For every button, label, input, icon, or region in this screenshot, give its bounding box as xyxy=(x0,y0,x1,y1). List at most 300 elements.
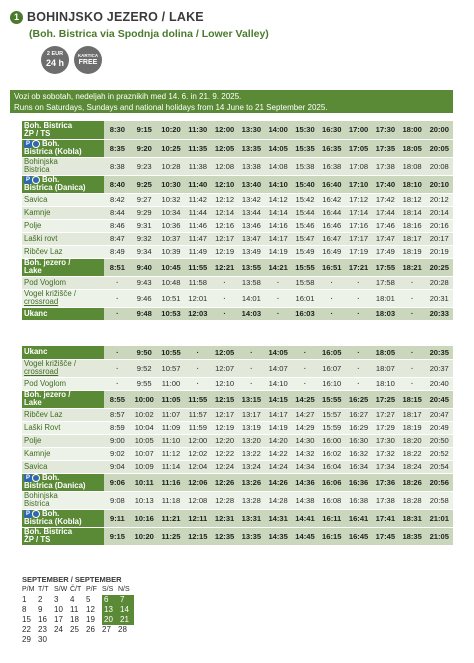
departure-time: 20:35 xyxy=(426,346,453,359)
departure-time: 14:14 xyxy=(265,206,292,219)
calendar-day: 27 xyxy=(102,625,111,634)
table-row xyxy=(22,359,453,377)
no-service-dot: · xyxy=(211,276,238,289)
no-service-dot: · xyxy=(104,359,131,377)
park-ride-icon: P xyxy=(25,140,30,147)
departure-time: 18:12 xyxy=(399,193,426,206)
departure-time: 18:17 xyxy=(399,232,426,245)
departure-time: 17:58 xyxy=(372,276,399,289)
departure-time: 11:09 xyxy=(158,421,185,434)
table-row xyxy=(22,509,453,527)
stop-name-line: Savica xyxy=(24,194,48,204)
timetable-return xyxy=(22,346,453,546)
departure-time: 9:46 xyxy=(131,289,158,307)
departure-time: 8:57 xyxy=(104,408,131,421)
calendar-day: 9 xyxy=(38,605,43,614)
departure-time: 11:12 xyxy=(158,447,185,460)
departure-time: 11:40 xyxy=(184,175,211,193)
departure-time: 10:00 xyxy=(131,390,158,408)
departure-time: 16:02 xyxy=(318,447,345,460)
departure-time: 16:38 xyxy=(318,157,345,175)
departure-time: 18:16 xyxy=(399,219,426,232)
departure-time: 14:16 xyxy=(265,219,292,232)
stop-name-line: Ukanc xyxy=(24,308,48,318)
calendar-day: 15 xyxy=(22,615,31,624)
no-service-dot: · xyxy=(318,289,345,307)
departure-time: 18:05 xyxy=(399,139,426,157)
stop-name-line: Boh. Bistrica xyxy=(24,527,73,536)
stop-name-line: Laški Rovt xyxy=(24,422,61,432)
departure-time: 12:01 xyxy=(184,289,211,307)
departure-time: 14:07 xyxy=(265,359,292,377)
table-row xyxy=(22,421,453,434)
stop-name-line: Boh. xyxy=(42,139,60,149)
park-ride-icon: P xyxy=(25,474,30,481)
departure-time: 11:49 xyxy=(184,245,211,258)
stop-name-line: Ribčev Laz xyxy=(24,409,63,419)
departure-time: 20:54 xyxy=(426,460,453,473)
stop-name-line: Boh. xyxy=(42,175,60,185)
departure-time: 12:17 xyxy=(211,232,238,245)
calendar-weekday: P/M xyxy=(22,586,35,593)
departure-time: 11:30 xyxy=(184,121,211,139)
departure-time: 11:21 xyxy=(158,509,185,527)
no-service-dot: · xyxy=(211,307,238,320)
stop-name xyxy=(22,219,104,232)
departure-time: 13:28 xyxy=(238,491,265,509)
fare-duration: 24 h xyxy=(45,57,64,68)
departure-time: 18:07 xyxy=(372,359,399,377)
departure-time: 14:35 xyxy=(265,527,292,545)
departure-time: 17:08 xyxy=(345,157,372,175)
departure-time: 20:49 xyxy=(426,421,453,434)
departure-time: 13:38 xyxy=(238,157,265,175)
departure-time: 16:10 xyxy=(318,377,345,390)
departure-time: 13:20 xyxy=(238,434,265,447)
no-service-dot: · xyxy=(318,307,345,320)
departure-time: 8:55 xyxy=(104,390,131,408)
departure-time: 12:00 xyxy=(211,121,238,139)
departure-time: 17:17 xyxy=(345,232,372,245)
departure-time: 8:38 xyxy=(104,157,131,175)
departure-time: 12:31 xyxy=(211,509,238,527)
departure-time: 10:09 xyxy=(131,460,158,473)
stop-name-line: Vogel križišče / xyxy=(24,359,77,368)
departure-time: 20:47 xyxy=(426,408,453,421)
calendar-weekday: N/S xyxy=(118,586,130,593)
departure-time: 8:30 xyxy=(104,121,131,139)
departure-time: 18:31 xyxy=(399,509,426,527)
free-card-label: FREE xyxy=(78,59,98,67)
stop-name xyxy=(22,276,104,289)
departure-time: 16:51 xyxy=(318,258,345,276)
park-ride-icon: P xyxy=(25,510,30,517)
departure-time: 9:02 xyxy=(104,447,131,460)
departure-time: 9:52 xyxy=(131,359,158,377)
calendar-day: 8 xyxy=(22,605,27,614)
table-row xyxy=(22,289,453,307)
departure-time: 17:10 xyxy=(345,175,372,193)
stop-name-line: Bistrica (Kobla) xyxy=(24,517,82,527)
calendar-day: 4 xyxy=(70,595,75,604)
departure-time: 11:00 xyxy=(158,377,185,390)
departure-time: 10:30 xyxy=(158,175,185,193)
departure-time: 13:42 xyxy=(238,193,265,206)
departure-time: 13:49 xyxy=(238,245,265,258)
calendar-day: 17 xyxy=(54,615,63,624)
table-row xyxy=(22,219,453,232)
departure-time: 12:08 xyxy=(211,157,238,175)
departure-time: 14:10 xyxy=(265,175,292,193)
departure-time: 15:49 xyxy=(292,245,319,258)
departure-time: 14:22 xyxy=(265,447,292,460)
calendar-day: 29 xyxy=(22,635,31,644)
departure-time: 17:25 xyxy=(372,390,399,408)
departure-time: 14:10 xyxy=(265,377,292,390)
departure-time: 10:13 xyxy=(131,491,158,509)
calendar-day: 23 xyxy=(38,625,47,634)
departure-time: 12:16 xyxy=(211,219,238,232)
no-service-dot: · xyxy=(238,346,265,359)
departure-time: 15:40 xyxy=(292,175,319,193)
departure-time: 12:11 xyxy=(184,509,211,527)
calendar-day: 16 xyxy=(38,615,47,624)
departure-time: 8:51 xyxy=(104,258,131,276)
calendar-day xyxy=(86,635,102,645)
table-row xyxy=(22,473,453,491)
free-card-sub: KARTICA xyxy=(77,52,99,58)
calendar-day: 26 xyxy=(86,625,95,634)
departure-time: 15:30 xyxy=(292,121,319,139)
stop-name-line: Ribčev Laz xyxy=(24,246,63,256)
calendar-title: SEPTEMBER / SEPTEMBER xyxy=(22,575,122,584)
departure-time: 11:05 xyxy=(158,390,185,408)
calendar-day xyxy=(54,635,70,645)
departure-time: 20:37 xyxy=(426,359,453,377)
departure-time: 12:05 xyxy=(211,139,238,157)
departure-time: 8:44 xyxy=(104,206,131,219)
departure-time: 17:27 xyxy=(372,408,399,421)
no-service-dot: · xyxy=(292,346,319,359)
stop-name-line: ŽP / TS xyxy=(24,535,51,544)
departure-time: 17:29 xyxy=(372,421,399,434)
departure-time: 14:17 xyxy=(265,408,292,421)
departure-time: 21:05 xyxy=(426,527,453,545)
departure-time: 21:01 xyxy=(426,509,453,527)
fare-price: 2 EUR xyxy=(46,51,64,58)
no-service-dot: · xyxy=(399,377,426,390)
stop-name-line: Pod Voglom xyxy=(24,378,67,388)
departure-time: 10:04 xyxy=(131,421,158,434)
departure-time: 9:08 xyxy=(104,491,131,509)
departure-time: 9:43 xyxy=(131,276,158,289)
departure-time: 16:27 xyxy=(345,408,372,421)
stop-name xyxy=(22,421,104,434)
departure-time: 18:14 xyxy=(399,206,426,219)
calendar-weekday: P/F xyxy=(86,586,97,593)
no-service-dot: · xyxy=(184,346,211,359)
calendar-day: 24 xyxy=(54,625,63,634)
stop-name-line: Bohinjska xyxy=(24,491,58,500)
table-row xyxy=(22,307,453,320)
departure-time: 16:30 xyxy=(345,434,372,447)
no-service-dot: · xyxy=(345,377,372,390)
departure-time: 14:30 xyxy=(292,434,319,447)
no-service-dot: · xyxy=(318,276,345,289)
departure-time: 16:47 xyxy=(318,232,345,245)
departure-time: 12:35 xyxy=(211,527,238,545)
departure-time: 12:15 xyxy=(211,390,238,408)
departure-time: 17:47 xyxy=(372,232,399,245)
departure-time: 10:25 xyxy=(158,139,185,157)
departure-time: 8:35 xyxy=(104,139,131,157)
stop-name xyxy=(22,447,104,460)
no-service-dot: · xyxy=(104,377,131,390)
departure-time: 9:15 xyxy=(104,527,131,545)
departure-time: 15:59 xyxy=(318,421,345,434)
free-card-badge xyxy=(74,46,102,74)
departure-time: 8:42 xyxy=(104,193,131,206)
departure-time: 12:28 xyxy=(211,491,238,509)
departure-time: 16:00 xyxy=(318,434,345,447)
departure-time: 18:26 xyxy=(399,473,426,491)
stop-name xyxy=(22,408,104,421)
departure-time: 8:40 xyxy=(104,175,131,193)
departure-time: 15:44 xyxy=(292,206,319,219)
departure-time: 16:36 xyxy=(345,473,372,491)
departure-time: 9:15 xyxy=(131,121,158,139)
departure-time: 8:46 xyxy=(104,219,131,232)
table-row xyxy=(22,276,453,289)
stop-name-line: Ukanc xyxy=(24,347,48,357)
operating-notice xyxy=(10,90,453,113)
departure-time: 12:19 xyxy=(211,245,238,258)
departure-time: 13:46 xyxy=(238,219,265,232)
table-row xyxy=(22,434,453,447)
departure-time: 12:03 xyxy=(184,307,211,320)
calendar-day: 20 xyxy=(102,615,118,625)
departure-time: 13:40 xyxy=(238,175,265,193)
departure-time: 17:38 xyxy=(372,491,399,509)
departure-time: 14:25 xyxy=(292,390,319,408)
no-service-dot: · xyxy=(238,377,265,390)
stop-name xyxy=(22,232,104,245)
notice-english: Runs on Saturdays, Sundays and national holidays from 14 June to 21 September 2025. xyxy=(14,103,328,112)
departure-time: 12:14 xyxy=(211,206,238,219)
departure-time: 11:25 xyxy=(158,527,185,545)
departure-time: 14:28 xyxy=(265,491,292,509)
departure-time: 17:00 xyxy=(345,121,372,139)
table-row xyxy=(22,175,453,193)
stop-name-line: Vogel križišče / xyxy=(24,289,77,298)
departure-time: 16:15 xyxy=(318,527,345,545)
departure-time: 14:34 xyxy=(292,460,319,473)
table-row xyxy=(22,258,453,276)
departure-time: 14:00 xyxy=(265,121,292,139)
departure-time: 16:44 xyxy=(318,206,345,219)
departure-time: 13:47 xyxy=(238,232,265,245)
departure-time: 17:44 xyxy=(372,206,399,219)
park-ride-icon: P xyxy=(25,176,30,183)
departure-time: 11:44 xyxy=(184,206,211,219)
calendar-day: 7 xyxy=(118,595,134,605)
stop-name-line: Bistrica xyxy=(24,499,50,508)
stop-name xyxy=(22,206,104,219)
departure-time: 16:45 xyxy=(345,527,372,545)
departure-time: 16:07 xyxy=(318,359,345,377)
stop-name xyxy=(22,157,104,175)
stop-name-line: Pod Voglom xyxy=(24,277,67,287)
departure-time: 13:17 xyxy=(238,408,265,421)
departure-time: 8:59 xyxy=(104,421,131,434)
departure-time: 18:21 xyxy=(399,258,426,276)
table-row xyxy=(22,245,453,258)
departure-time: 9:04 xyxy=(104,460,131,473)
departure-time: 10:07 xyxy=(131,447,158,460)
table-row xyxy=(22,491,453,509)
departure-time: 13:35 xyxy=(238,139,265,157)
departure-time: 16:42 xyxy=(318,193,345,206)
no-service-dot: · xyxy=(399,359,426,377)
calendar-day xyxy=(118,635,134,645)
departure-time: 17:55 xyxy=(372,258,399,276)
departure-time: 17:19 xyxy=(345,245,372,258)
stop-name-line: Polje xyxy=(24,435,42,445)
departure-time: 13:26 xyxy=(238,473,265,491)
departure-time: 16:34 xyxy=(345,460,372,473)
departure-time: 20:56 xyxy=(426,473,453,491)
calendar-day: 28 xyxy=(118,625,127,634)
departure-time: 20:17 xyxy=(426,232,453,245)
departure-time: 15:57 xyxy=(318,408,345,421)
departure-time: 9:20 xyxy=(131,139,158,157)
departure-time: 12:07 xyxy=(211,359,238,377)
departure-time: 20:14 xyxy=(426,206,453,219)
no-service-dot: · xyxy=(292,359,319,377)
departure-time: 14:45 xyxy=(292,527,319,545)
departure-time: 16:38 xyxy=(345,491,372,509)
departure-time: 14:26 xyxy=(265,473,292,491)
departure-time: 13:44 xyxy=(238,206,265,219)
departure-time: 14:24 xyxy=(265,460,292,473)
departure-time: 10:53 xyxy=(158,307,185,320)
departure-time: 20:10 xyxy=(426,175,453,193)
departure-time: 12:17 xyxy=(211,408,238,421)
departure-time: 18:35 xyxy=(399,527,426,545)
stop-name-line: Laški rovt xyxy=(24,233,58,243)
stop-name-line: Bistrica xyxy=(24,165,50,174)
departure-time: 10:20 xyxy=(131,527,158,545)
stop-name-line: Boh. xyxy=(42,473,60,483)
table-row xyxy=(22,139,453,157)
departure-time: 12:21 xyxy=(211,258,238,276)
departure-time: 17:45 xyxy=(372,527,399,545)
stop-name-line: Polje xyxy=(24,220,42,230)
departure-time: 18:17 xyxy=(399,408,426,421)
calendar-day: 14 xyxy=(118,605,134,615)
departure-time: 12:10 xyxy=(211,377,238,390)
departure-time: 11:46 xyxy=(184,219,211,232)
departure-time: 14:29 xyxy=(292,421,319,434)
departure-time: 14:03 xyxy=(238,307,265,320)
departure-time: 12:15 xyxy=(184,527,211,545)
calendar-day: 13 xyxy=(102,605,118,615)
calendar-weekday: Č/T xyxy=(70,586,82,593)
table-row xyxy=(22,447,453,460)
departure-time: 16:49 xyxy=(318,245,345,258)
departure-time: 20:52 xyxy=(426,447,453,460)
title-row xyxy=(10,8,465,26)
departure-time: 10:11 xyxy=(131,473,158,491)
departure-time: 12:08 xyxy=(184,491,211,509)
departure-time: 12:20 xyxy=(211,434,238,447)
calendar-day: 25 xyxy=(70,625,79,634)
departure-time: 10:28 xyxy=(158,157,185,175)
stop-name xyxy=(22,390,104,408)
departure-time: 10:16 xyxy=(131,509,158,527)
stop-name xyxy=(22,509,104,527)
departure-time: 12:04 xyxy=(184,460,211,473)
departure-time: 10:36 xyxy=(158,219,185,232)
stop-name-line: Kamnje xyxy=(24,448,51,458)
stop-name xyxy=(22,346,104,359)
departure-time: 16:11 xyxy=(318,509,345,527)
no-service-dot: · xyxy=(184,359,211,377)
table-row xyxy=(22,460,453,473)
departure-time: 13:35 xyxy=(238,527,265,545)
departure-time: 20:58 xyxy=(426,491,453,509)
departure-time: 16:29 xyxy=(345,421,372,434)
departure-time: 17:32 xyxy=(372,447,399,460)
stop-name-line: Boh. xyxy=(42,509,60,519)
departure-time: 16:46 xyxy=(318,219,345,232)
departure-time: 10:57 xyxy=(158,359,185,377)
departure-time: 18:20 xyxy=(399,434,426,447)
departure-time: 14:21 xyxy=(265,258,292,276)
departure-time: 17:49 xyxy=(372,245,399,258)
departure-time: 17:35 xyxy=(372,139,399,157)
stop-name-line: Boh. jezero / xyxy=(24,390,71,399)
departure-time: 10:34 xyxy=(158,206,185,219)
stop-name-line: Boh. jezero / xyxy=(24,258,71,267)
departure-time: 15:55 xyxy=(292,258,319,276)
departure-time: 10:02 xyxy=(131,408,158,421)
timetable-header xyxy=(10,8,465,74)
table-row xyxy=(22,346,453,359)
departure-time: 10:51 xyxy=(158,289,185,307)
departure-time: 11:38 xyxy=(184,157,211,175)
departure-time: 17:41 xyxy=(372,509,399,527)
departure-time: 8:47 xyxy=(104,232,131,245)
departure-time: 16:25 xyxy=(345,390,372,408)
no-service-dot: · xyxy=(345,307,372,320)
departure-time: 20:19 xyxy=(426,245,453,258)
stop-name xyxy=(22,377,104,390)
calendar-day: 3 xyxy=(54,595,59,604)
page-subtitle: (Boh. Bistrica via Spodnja dolina / Lower Valley) xyxy=(29,28,269,40)
departure-time: 14:27 xyxy=(292,408,319,421)
table-row xyxy=(22,206,453,219)
departure-time: 15:58 xyxy=(292,276,319,289)
timetable-outbound xyxy=(22,121,453,321)
departure-time: 16:32 xyxy=(345,447,372,460)
departure-time: 12:19 xyxy=(211,421,238,434)
departure-time: 16:40 xyxy=(318,175,345,193)
stop-name-line: Bistrica (Danica) xyxy=(24,481,86,491)
departure-time: 14:01 xyxy=(238,289,265,307)
no-service-dot: · xyxy=(292,377,319,390)
departure-time: 16:05 xyxy=(318,346,345,359)
